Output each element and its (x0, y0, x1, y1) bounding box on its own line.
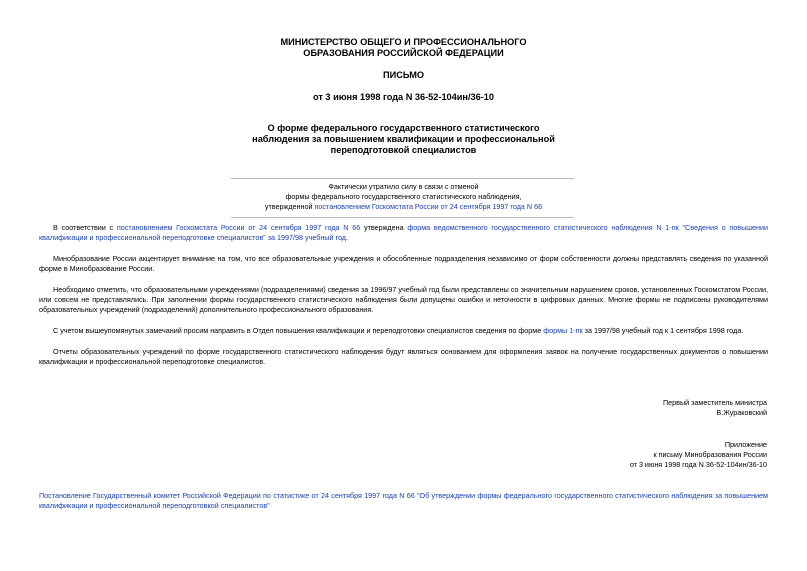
signature-position: Первый заместитель министра (662, 398, 767, 407)
bottom-divider (231, 217, 574, 218)
document-title-line3: переподготовкой специалистов (330, 145, 477, 155)
paragraph-3: Необходимо отметить, что образовательными учреждениями (подразделениями) сведения за 1996/97 учебный год были представлены со значительным нарушением сроков, установленных Госкомстатом России, или совсем не представлялись. При заполнении формы государственного статистического наблюдения были допущены ошибки и неточности в цифровых данных. Многие формы не подписаны руководителями образовательных учреждений (подразделений) дополнительного профессионального образования. (39, 285, 768, 314)
status-note-line2: формы федерального государственного статистического наблюдения, (285, 192, 522, 201)
p4-suffix: за 1997/98 учебный год к 1 сентября 1998 года. (582, 326, 744, 335)
ministry-name-line1: МИНИСТЕРСТВО ОБЩЕГО И ПРОФЕССИОНАЛЬНОГО (280, 37, 527, 47)
ministry-name-line2: ОБРАЗОВАНИЯ РОССИЙСКОЙ ФЕДЕРАЦИИ (303, 48, 504, 58)
document-title-line2: наблюдения за повышением квалификации и профессиональной (252, 134, 555, 144)
footer-resolution-link[interactable]: Постановление Государственный комитет Российской Федерации по статистике от 24 сентября 1997 года N 66 "Об утверждении формы федерального государственного статистического наблюдения за повышением квалификации и профессиональной переподготовкой специалистов" (39, 491, 768, 510)
p1-mid: утверждена (360, 223, 408, 232)
p1-form-link[interactable]: форма ведомственного государственного статистического наблюдения N 1-пк "Сведения о повышении квалификации и профессиональной переподготовке специалистов" за 1997/98 учебный год (39, 223, 769, 242)
status-note-line3 (0, 202, 807, 212)
paragraph-2: Минобразование России акцентирует внимание на том, что все образовательные учреждения и обособленные подразделения независимо от форм собственности должны представлять сведения по указанной форме в Минобразование России. (39, 254, 768, 273)
p4-prefix: С учетом вышеупомянутых замечаний просим направить в Отдел повышения квалификации и переподготовки специалистов сведения по форме (53, 326, 544, 335)
p1-resolution-link[interactable]: постановлением Госкомстата России от 24 сентября 1997 года N 66 (116, 223, 361, 232)
document-date-number: от 3 июня 1998 года N 36-52-104ин/36-10 (312, 92, 495, 102)
paragraph-4 (39, 326, 768, 336)
appendix-date-number: от 3 июня 1998 года N 36-52-104ин/36-10 (629, 460, 767, 469)
top-divider (231, 178, 574, 179)
paragraph-5: Отчеты образовательных учреждений по форме государственного статистического наблюдения будут являться основанием для оформления заявок на получение государственных документов о повышении квалификации и профессиональной переподготовке специалистов. (39, 347, 768, 366)
p1-prefix: В соответствии с (53, 223, 117, 232)
document-title-line1: О форме федерального государственного статистического (267, 123, 540, 133)
appendix-reference: к письму Минобразования России (653, 450, 767, 459)
signature-name: В.Жураковский (716, 408, 767, 417)
p1-suffix: . (345, 233, 348, 242)
p4-form-link[interactable]: формы 1-пк (543, 326, 583, 335)
status-note-prefix: утвержденной (264, 202, 315, 211)
appendix-label: Приложение (724, 440, 767, 449)
paragraph-1 (39, 223, 768, 243)
status-note-resolution-link[interactable]: постановлением Госкомстата России от 24 сентября 1997 года N 66 (314, 202, 543, 211)
document-type: ПИСЬМО (382, 70, 425, 80)
status-note-line1: Фактически утратило силу в связи с отменой (328, 182, 479, 191)
